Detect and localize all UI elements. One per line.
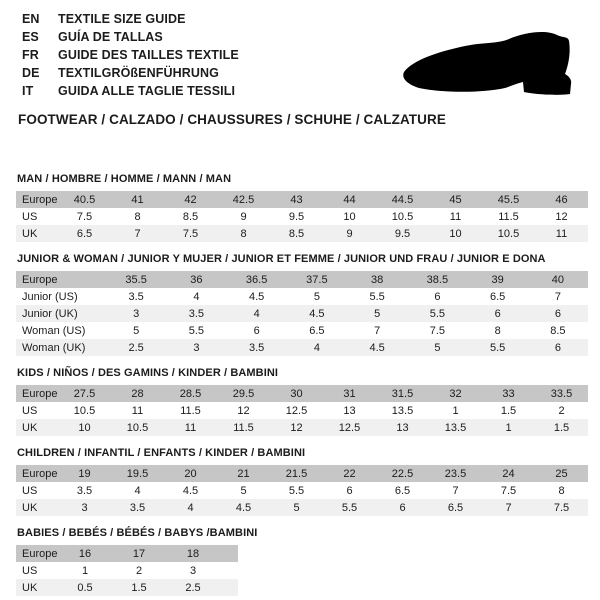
size-cell: 9.5: [270, 208, 323, 225]
size-tables-container: [16, 173, 586, 596]
size-cell: 4.5: [164, 482, 217, 499]
size-table: [16, 465, 588, 516]
table-row: [16, 545, 238, 562]
section-title: MAN / HOMBRE / HOMME / MANN / MAN: [17, 173, 232, 185]
size-cell: 4.5: [347, 339, 407, 356]
size-cell: 7.5: [58, 208, 111, 225]
size-cell: 4.5: [287, 305, 347, 322]
size-cell: 33.5: [535, 385, 588, 402]
size-cell: 3: [166, 562, 220, 579]
size-cell: 8: [217, 225, 270, 242]
spacer-cell: [220, 562, 238, 579]
size-cell: 5: [407, 339, 467, 356]
category-title: FOOTWEAR / CALZADO / CHAUSSURES / SCHUHE / CALZATURE: [18, 112, 446, 127]
size-cell: 4: [227, 305, 287, 322]
size-table: [16, 271, 588, 356]
size-cell: 41: [111, 191, 164, 208]
size-cell: 9: [217, 208, 270, 225]
size-cell: 6: [528, 339, 588, 356]
size-cell: 12: [217, 402, 270, 419]
size-cell: 5.5: [468, 339, 528, 356]
row-label: Europe: [16, 271, 106, 288]
language-code: IT: [22, 84, 34, 98]
size-cell: 8: [468, 322, 528, 339]
table-row: [16, 322, 588, 339]
row-label: Woman (UK): [16, 339, 106, 356]
size-cell: 4.5: [217, 499, 270, 516]
size-cell: 6.5: [287, 322, 347, 339]
size-cell: 3.5: [106, 288, 166, 305]
size-cell: 5: [287, 288, 347, 305]
size-cell: 1.5: [535, 419, 588, 436]
size-cell: 3.5: [166, 305, 226, 322]
size-cell: 3.5: [227, 339, 287, 356]
size-cell: 5.5: [270, 482, 323, 499]
size-cell: 11.5: [482, 208, 535, 225]
table-row: [16, 419, 588, 436]
row-label: US: [16, 402, 58, 419]
table-row: [16, 225, 588, 242]
section-title: CHILDREN / INFANTIL / ENFANTS / KINDER / BAMBINI: [17, 447, 306, 459]
size-cell: 3.5: [111, 499, 164, 516]
row-label: Junior (US): [16, 288, 106, 305]
size-cell: 3: [166, 339, 226, 356]
size-cell: 4: [164, 499, 217, 516]
size-cell: 7.5: [482, 482, 535, 499]
size-cell: 29.5: [217, 385, 270, 402]
size-cell: 42.5: [217, 191, 270, 208]
size-cell: 7: [528, 288, 588, 305]
size-cell: 8.5: [528, 322, 588, 339]
size-cell: 36.5: [227, 271, 287, 288]
language-code: EN: [22, 12, 40, 26]
size-cell: 12.5: [323, 419, 376, 436]
size-cell: 30: [270, 385, 323, 402]
size-cell: 8: [111, 208, 164, 225]
size-cell: 44.5: [376, 191, 429, 208]
table-row: [16, 385, 588, 402]
size-cell: 3: [106, 305, 166, 322]
size-cell: 21: [217, 465, 270, 482]
size-cell: 1.5: [112, 579, 166, 596]
section-title: JUNIOR & WOMAN / JUNIOR Y MUJER / JUNIOR ET FEMME / JUNIOR UND FRAU / JUNIOR E DONA: [17, 253, 546, 265]
table-row: [16, 191, 588, 208]
size-cell: 0.5: [58, 579, 112, 596]
size-cell: 42: [164, 191, 217, 208]
row-label: UK: [16, 579, 58, 596]
row-label: Woman (US): [16, 322, 106, 339]
language-label: GUÍA DE TALLAS: [58, 30, 163, 44]
size-section: [16, 253, 586, 356]
size-cell: 4: [166, 288, 226, 305]
size-cell: 12.5: [270, 402, 323, 419]
spacer-cell: [220, 545, 238, 562]
size-cell: 1.5: [482, 402, 535, 419]
size-cell: 7: [482, 499, 535, 516]
size-cell: 1: [58, 562, 112, 579]
row-label: Europe: [16, 545, 58, 562]
table-row: [16, 402, 588, 419]
size-cell: 32: [429, 385, 482, 402]
size-cell: 10.5: [482, 225, 535, 242]
size-cell: 45.5: [482, 191, 535, 208]
size-cell: 21.5: [270, 465, 323, 482]
row-label: Junior (UK): [16, 305, 106, 322]
size-cell: 25: [535, 465, 588, 482]
size-cell: 13: [376, 419, 429, 436]
size-cell: 11: [164, 419, 217, 436]
size-cell: 10.5: [111, 419, 164, 436]
table-row: [16, 208, 588, 225]
size-cell: 45: [429, 191, 482, 208]
size-cell: 8: [535, 482, 588, 499]
size-cell: 13.5: [376, 402, 429, 419]
size-table: [16, 385, 588, 436]
row-label: US: [16, 562, 58, 579]
size-cell: 6.5: [468, 288, 528, 305]
size-cell: 4: [111, 482, 164, 499]
size-cell: 46: [535, 191, 588, 208]
language-code: DE: [22, 66, 40, 80]
size-cell: 18: [166, 545, 220, 562]
row-label: Europe: [16, 191, 58, 208]
size-cell: 4: [287, 339, 347, 356]
size-cell: 6: [227, 322, 287, 339]
size-cell: 39: [468, 271, 528, 288]
shoe-icon: [397, 30, 579, 98]
language-label: TEXTILGRÖßENFÜHRUNG: [58, 66, 219, 80]
size-cell: 40: [528, 271, 588, 288]
size-section: [16, 527, 586, 596]
size-cell: 43: [270, 191, 323, 208]
size-cell: 1: [429, 402, 482, 419]
row-label: UK: [16, 419, 58, 436]
table-row: [16, 579, 238, 596]
size-cell: 3: [58, 499, 111, 516]
size-section: [16, 173, 586, 242]
size-cell: 2.5: [106, 339, 166, 356]
spacer-cell: [220, 579, 238, 596]
size-cell: 5.5: [166, 322, 226, 339]
language-label: TEXTILE SIZE GUIDE: [58, 12, 186, 26]
size-cell: 7.5: [164, 225, 217, 242]
size-cell: 8.5: [164, 208, 217, 225]
size-cell: 9: [323, 225, 376, 242]
row-label: US: [16, 482, 58, 499]
size-cell: 24: [482, 465, 535, 482]
size-cell: 5: [217, 482, 270, 499]
size-cell: 38: [347, 271, 407, 288]
section-title: KIDS / NIÑOS / DES GAMINS / KINDER / BAMBINI: [17, 367, 279, 379]
size-cell: 11: [111, 402, 164, 419]
table-row: [16, 482, 588, 499]
size-cell: 10: [323, 208, 376, 225]
row-label: US: [16, 208, 58, 225]
size-cell: 17: [112, 545, 166, 562]
size-cell: 10: [429, 225, 482, 242]
size-cell: 20: [164, 465, 217, 482]
size-cell: 6: [468, 305, 528, 322]
size-cell: 11.5: [164, 402, 217, 419]
size-cell: 16: [58, 545, 112, 562]
size-cell: 6: [323, 482, 376, 499]
size-cell: 5.5: [347, 288, 407, 305]
size-cell: 6.5: [376, 482, 429, 499]
size-cell: 13.5: [429, 419, 482, 436]
size-cell: 3.5: [58, 482, 111, 499]
size-cell: 28: [111, 385, 164, 402]
size-cell: 35.5: [106, 271, 166, 288]
table-row: [16, 562, 238, 579]
size-cell: 7: [347, 322, 407, 339]
size-cell: 4.5: [227, 288, 287, 305]
size-cell: 36: [166, 271, 226, 288]
table-row: [16, 499, 588, 516]
table-row: [16, 271, 588, 288]
size-cell: 44: [323, 191, 376, 208]
size-cell: 40.5: [58, 191, 111, 208]
size-cell: 11: [535, 225, 588, 242]
size-cell: 13: [323, 402, 376, 419]
table-row: [16, 465, 588, 482]
size-cell: 6: [407, 288, 467, 305]
size-cell: 7.5: [535, 499, 588, 516]
size-cell: 31.5: [376, 385, 429, 402]
size-cell: 9.5: [376, 225, 429, 242]
table-row: [16, 339, 588, 356]
table-row: [16, 305, 588, 322]
size-cell: 12: [270, 419, 323, 436]
size-cell: 11.5: [217, 419, 270, 436]
size-cell: 5.5: [407, 305, 467, 322]
size-cell: 37.5: [287, 271, 347, 288]
size-cell: 6.5: [429, 499, 482, 516]
language-label: GUIDA ALLE TAGLIE TESSILI: [58, 84, 236, 98]
size-cell: 28.5: [164, 385, 217, 402]
table-row: [16, 288, 588, 305]
row-label: UK: [16, 499, 58, 516]
size-cell: 2: [112, 562, 166, 579]
size-cell: 22: [323, 465, 376, 482]
size-cell: 19.5: [111, 465, 164, 482]
size-cell: 12: [535, 208, 588, 225]
size-table: [16, 191, 588, 242]
size-cell: 27.5: [58, 385, 111, 402]
language-code: ES: [22, 30, 39, 44]
size-cell: 7: [111, 225, 164, 242]
size-cell: 31: [323, 385, 376, 402]
size-cell: 10: [58, 419, 111, 436]
size-cell: 19: [58, 465, 111, 482]
size-cell: 22.5: [376, 465, 429, 482]
size-cell: 6: [376, 499, 429, 516]
size-cell: 7: [429, 482, 482, 499]
size-cell: 5: [106, 322, 166, 339]
size-cell: 2.5: [166, 579, 220, 596]
size-cell: 6.5: [58, 225, 111, 242]
size-cell: 11: [429, 208, 482, 225]
language-row: [22, 10, 600, 28]
size-cell: 6: [528, 305, 588, 322]
language-code: FR: [22, 48, 39, 62]
size-cell: 23.5: [429, 465, 482, 482]
size-cell: 7.5: [407, 322, 467, 339]
size-cell: 8.5: [270, 225, 323, 242]
size-table: [16, 545, 238, 596]
size-cell: 10.5: [376, 208, 429, 225]
size-cell: 38.5: [407, 271, 467, 288]
size-section: [16, 367, 586, 436]
row-label: Europe: [16, 465, 58, 482]
size-cell: 10.5: [58, 402, 111, 419]
size-cell: 5: [270, 499, 323, 516]
row-label: Europe: [16, 385, 58, 402]
size-cell: 2: [535, 402, 588, 419]
size-cell: 33: [482, 385, 535, 402]
language-label: GUIDE DES TAILLES TEXTILE: [58, 48, 239, 62]
size-cell: 1: [482, 419, 535, 436]
size-cell: 5: [347, 305, 407, 322]
size-cell: 5.5: [323, 499, 376, 516]
size-section: [16, 447, 586, 516]
section-title: BABIES / BEBÉS / BÉBÉS / BABYS /BAMBINI: [17, 527, 258, 539]
row-label: UK: [16, 225, 58, 242]
